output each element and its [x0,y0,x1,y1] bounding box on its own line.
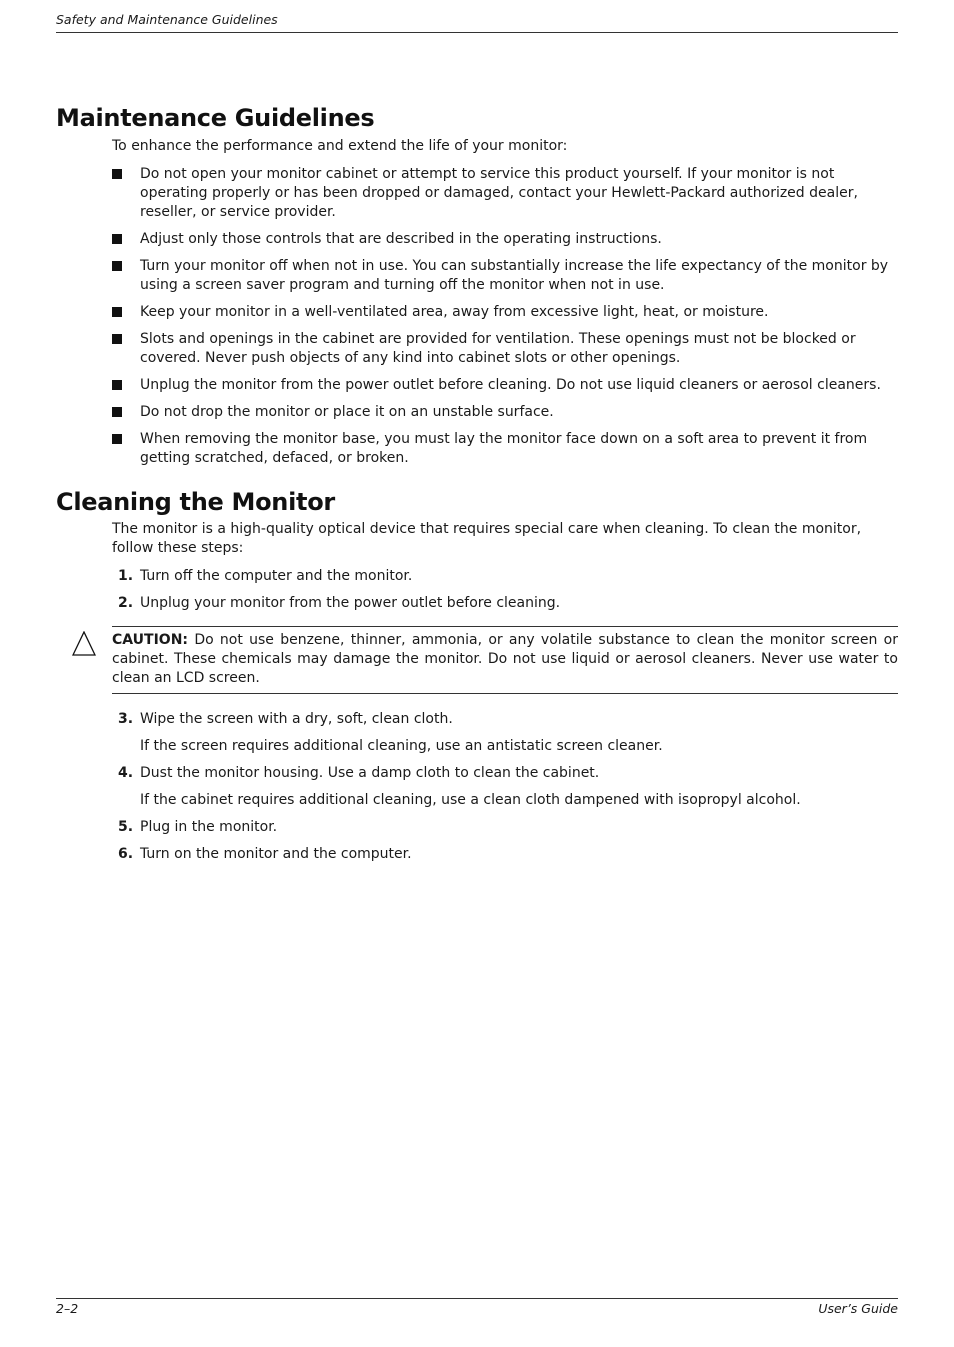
step-number: 3. [118,711,134,727]
step-number: 6. [118,846,134,862]
bullet-text: Adjust only those controls that are described in the operating instructions. [140,231,662,247]
step-number: 4. [118,765,134,781]
bullet-item [112,376,898,395]
bullet-text: Unplug the monitor from the power outlet before cleaning. Do not use liquid cleaners or aerosol cleaners. [140,377,881,393]
square-bullet-icon [112,407,122,417]
caution-top-rule [112,626,898,627]
bullet-item [112,257,898,295]
bullet-item [112,430,898,468]
bullet-item [112,303,898,322]
running-footer [56,1298,898,1317]
caution-triangle-icon [72,631,96,657]
cleaning-intro: The monitor is a high-quality optical device that requires special care when cleaning. To clean the monitor, follow these steps: [112,521,862,556]
square-bullet-icon [112,234,122,244]
step-text: Dust the monitor housing. Use a damp cloth to clean the cabinet. [140,765,600,781]
square-bullet-icon [112,380,122,390]
bullet-item [112,230,898,249]
step-subnote: If the screen requires additional cleaning, use an antistatic screen cleaner. [140,738,663,754]
square-bullet-icon [112,307,122,317]
step-item [112,567,898,586]
bullet-item [112,330,898,368]
running-header-title: Safety and Maintenance Guidelines [56,12,278,27]
running-header [56,12,898,33]
square-bullet-icon [112,169,122,179]
cleaning-steps-list [112,567,898,621]
square-bullet-icon [112,261,122,271]
maintenance-intro: To enhance the performance and extend the life of your monitor: [112,138,568,154]
step-text: Turn off the computer and the monitor. [140,568,413,584]
step-text: Plug in the monitor. [140,819,278,835]
step-subnote: If the cabinet requires additional cleaning, use a clean cloth dampened with isopropyl alcohol. [140,792,801,808]
step-item [112,818,898,837]
caution-label: CAUTION: [112,632,189,648]
step-number: 2. [118,595,134,611]
step-item [112,764,898,783]
step-number: 1. [118,568,134,584]
bullet-text: Keep your monitor in a well-ventilated area, away from excessive light, heat, or moisture. [140,304,769,320]
cleaning-steps-list-continued [112,710,898,872]
step-text: Unplug your monitor from the power outlet before cleaning. [140,595,561,611]
maintenance-bullet-list [112,165,898,476]
caution-text-block [112,631,898,688]
bullet-text: When removing the monitor base, you must lay the monitor face down on a soft area to prevent it from getting scratched, defaced, or broken. [140,431,868,466]
bullet-text: Turn your monitor off when not in use. You can substantially increase the life expectancy of the monitor by using a screen saver program and turning off the monitor when not in use. [140,258,889,293]
step-item [112,710,898,729]
step-text: Turn on the monitor and the computer. [140,846,412,862]
section-title-cleaning: Cleaning the Monitor [56,488,335,516]
square-bullet-icon [112,334,122,344]
caution-box [56,626,898,693]
guide-name: User’s Guide [818,1301,898,1316]
page-number: 2–2 [56,1301,79,1316]
bullet-item [112,403,898,422]
bullet-text: Slots and openings in the cabinet are provided for ventilation. These openings must not be blocked or covered. Never push objects of any kind into cabinet slots or other openings. [140,331,856,366]
bullet-text: Do not open your monitor cabinet or attempt to service this product yourself. If your monitor is not operating properly or has been dropped or damaged, contact your Hewlett-Packard authorized dealer, reseller, or service provider. [140,166,858,220]
section-title-maintenance: Maintenance Guidelines [56,104,375,132]
step-item [112,594,898,613]
square-bullet-icon [112,434,122,444]
step-number: 5. [118,819,134,835]
bullet-text: Do not drop the monitor or place it on an unstable surface. [140,404,554,420]
step-text: Wipe the screen with a dry, soft, clean cloth. [140,711,453,727]
step-item [112,845,898,864]
caution-text: Do not use benzene, thinner, ammonia, or any volatile substance to clean the monitor screen or cabinet. These chemicals may damage the monitor. Do not use liquid or aerosol cleaners. Never use water to clean an LCD screen. [112,632,898,686]
caution-bottom-rule [112,693,898,694]
bullet-item [112,165,898,222]
